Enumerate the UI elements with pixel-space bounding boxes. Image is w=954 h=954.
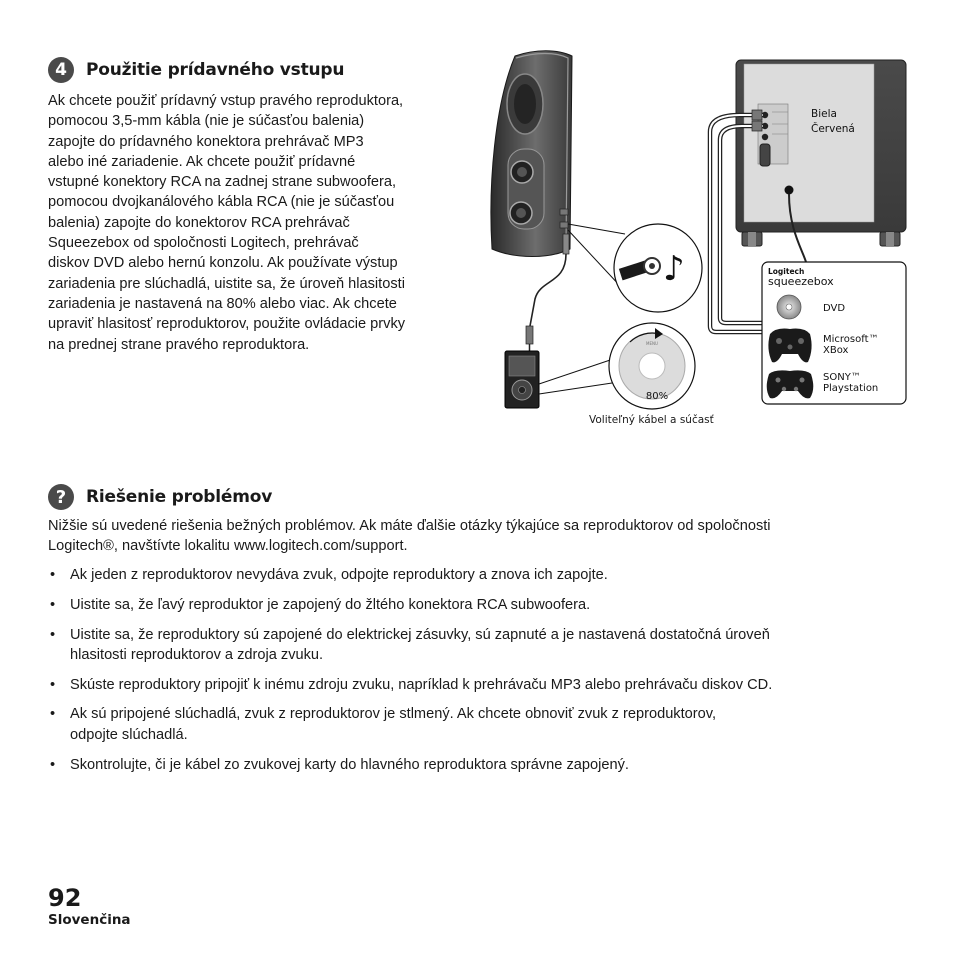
- usage-line: Squeezebox od spoločnosti Logitech, prehrávač: [48, 235, 359, 252]
- troubleshooting-intro: [48, 516, 918, 557]
- step-4-badge: 4: [48, 57, 74, 83]
- ipod-menu-label: MENU: [646, 341, 658, 346]
- usage-line: Ak chcete použiť prídavný vstup pravého reproduktora,: [48, 93, 404, 109]
- list-item: [48, 675, 918, 695]
- list-item: [48, 625, 918, 666]
- list-item-line: • Ak sú pripojené slúchadlá, zvuk z reproduktorov je stlmený. Ak chcete obnoviť zvuk z reproduktorov,: [70, 706, 717, 723]
- mp3-player: [505, 351, 539, 408]
- usage-line: pomocou dvojkanálového kábla RCA (nie je súčasťou: [48, 194, 395, 211]
- logitech-logo: Logitech: [768, 267, 805, 276]
- usage-line: balenia) zapojte do konektorov RCA prehrávač: [48, 214, 350, 231]
- usage-heading: Použitie prídavného vstupu: [86, 60, 345, 80]
- usage-line: zapojte do prídavného konektora prehrávač MP3: [48, 133, 364, 150]
- aux-jack-callout: [568, 224, 702, 312]
- help-icon: ?: [48, 484, 74, 510]
- list-item-line: • Skontrolujte, či je kábel zo zvukovej karty do hlavného reproduktora správne zapojený.: [70, 756, 629, 773]
- white-rca-label: Biela: [811, 108, 837, 120]
- usage-line: na prednej strane pravého reproduktora.: [48, 336, 310, 353]
- svg-text:♪: ♪: [663, 249, 685, 289]
- usage-line: zariadenia pre slúchadlá, uistite sa, že úroveň hlasitosti: [48, 275, 405, 292]
- volume-level-label: 80%: [645, 391, 669, 402]
- intro-line: Nižšie sú uvedené riešenia bežných problémov. Ak máte ďalšie otázky týkajúce sa reproduktorov od spoločnosti: [48, 518, 771, 534]
- list-item: [48, 595, 918, 615]
- device-label-1: DVD: [823, 303, 846, 314]
- volume-wheel-callout: [539, 323, 695, 409]
- language-label: Slovenčina: [48, 912, 131, 928]
- squeezebox-logo: squeezebox: [768, 275, 834, 288]
- device-label-3a: SONY™: [823, 372, 861, 383]
- subwoofer: [736, 60, 906, 246]
- intro-line: Logitech®, navštívte lokalitu www.logitech.com/support.: [48, 538, 408, 555]
- list-item-line: • Uistite sa, že ľavý reproduktor je zapojený do žltého konektora RCA subwoofera.: [70, 596, 591, 613]
- usage-line: vstupné konektory RCA na zadnej strane subwoofera,: [48, 174, 397, 191]
- usage-line: upraviť hlasitosť reproduktorov, použite ovládacie prvky: [48, 316, 406, 333]
- list-item-line: • Uistite sa, že reproduktory sú zapojené do elektrickej zásuvky, sú zapnuté a je nastavená dostatočná úroveň: [70, 626, 770, 643]
- list-item: [48, 704, 918, 745]
- page-number: 92: [48, 884, 82, 912]
- list-item: [48, 565, 918, 585]
- troubleshooting-list: [48, 565, 918, 784]
- devices-box: [762, 262, 906, 404]
- usage-paragraph: [48, 91, 458, 355]
- usage-line: diskov DVD alebo hernú konzolu. Ak používate výstup: [48, 255, 398, 272]
- device-label-2a: Microsoft™: [823, 334, 879, 345]
- device-label-2b: XBox: [823, 345, 849, 356]
- device-label-3b: Playstation: [823, 383, 879, 394]
- list-item-line: hlasitosti reproduktorov a zdroja zvuku.: [70, 646, 324, 663]
- diagram-caption: Voliteľný kábel a súčasť: [589, 414, 714, 426]
- right-speaker: [491, 51, 572, 257]
- usage-line: pomocou 3,5-mm kábla (nie je súčasťou balenia): [48, 113, 365, 130]
- connection-diagram: [480, 44, 920, 444]
- list-item-line: • Ak jeden z reproduktorov nevydáva zvuk, odpojte reproduktory a znova ich zapojte.: [70, 567, 608, 583]
- usage-line: zariadenia je nastavená na 80% alebo viac. Ak chcete: [48, 295, 397, 312]
- list-item-line: odpojte slúchadlá.: [70, 726, 188, 743]
- red-rca-label: Červená: [811, 123, 855, 135]
- list-item-line: • Skúste reproduktory pripojiť k inému zdroju zvuku, napríklad k prehrávaču MP3 alebo prehrávaču diskov CD.: [70, 676, 773, 693]
- troubleshooting-heading: Riešenie problémov: [86, 487, 273, 507]
- usage-line: alebo iné zariadenie. Ak chcete použiť prídavné: [48, 153, 356, 170]
- list-item: [48, 755, 918, 775]
